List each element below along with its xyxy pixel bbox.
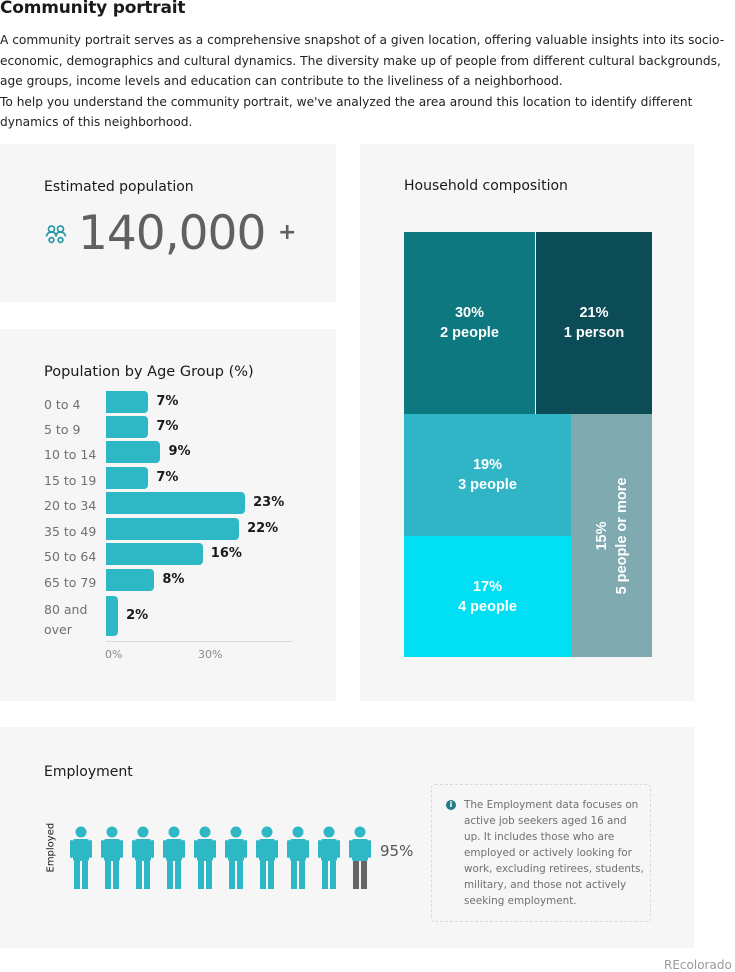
age-bar — [106, 518, 239, 540]
intro-text — [0, 30, 725, 133]
age-row-label: 35 to 49 — [44, 524, 97, 539]
household-cell-rotated-text — [592, 414, 632, 657]
household-cell-pct: 15% — [593, 520, 610, 551]
household-cell-label: 5 people or more — [613, 477, 630, 594]
age-bar-value: 23% — [253, 495, 285, 510]
age-bar — [106, 596, 118, 636]
population-value: 140,000 — [78, 206, 266, 261]
age-bar-value: 8% — [162, 572, 185, 587]
age-row-label: 10 to 14 — [44, 447, 97, 462]
age-row-label: 20 to 34 — [44, 498, 97, 513]
age-bar — [106, 492, 245, 514]
person-icon — [70, 826, 92, 890]
person-icon — [225, 826, 247, 890]
age-row — [44, 441, 304, 465]
age-bar — [106, 569, 154, 591]
person-icon — [349, 826, 371, 890]
age-row — [44, 492, 304, 516]
people-icon — [45, 224, 67, 246]
household-cell-4-people — [404, 536, 571, 657]
household-cell-label: 4 people — [458, 598, 517, 615]
household-cell-pct: 19% — [472, 457, 503, 473]
age-bar — [106, 543, 203, 565]
age-row — [44, 518, 304, 542]
age-row-label: 5 to 9 — [44, 422, 81, 437]
age-bar-value: 22% — [247, 521, 279, 536]
age-bar — [106, 441, 160, 463]
household-cell-pct: 21% — [579, 305, 609, 321]
age-bar-value: 7% — [156, 470, 179, 485]
household-cell-label: 2 people — [440, 325, 499, 341]
age-bar-value: 7% — [156, 419, 179, 434]
age-bar — [106, 391, 148, 413]
age-row-label: 50 to 64 — [44, 549, 97, 564]
age-row — [44, 391, 304, 415]
age-bar-value: 9% — [168, 444, 191, 459]
age-row — [44, 596, 304, 638]
household-cell-pct: 17% — [472, 578, 503, 595]
page-title: Community portrait — [0, 0, 186, 18]
household-cell-pct: 30% — [454, 305, 485, 321]
household-cell-label: 1 person — [563, 325, 625, 341]
intro-paragraph-1: A community portrait serves as a comprehensive snapshot of a given location, offering valuable insights into its socio-economic, demographics and cultural dynamics. The diversity make up of people from different cultural backgrounds, age groups, income levels and education can contribute to the liveliness of a neighborhood. — [0, 33, 725, 88]
watermark: REcolorado — [664, 958, 732, 972]
age-row-label: 80 and over — [44, 602, 88, 637]
household-cell-1-person — [536, 232, 652, 414]
person-icon — [132, 826, 154, 890]
person-icon — [101, 826, 123, 890]
info-icon: i — [446, 800, 456, 810]
age-axis-tick-0: 0% — [105, 648, 123, 661]
intro-paragraph-2: To help you understand the community portrait, we've analyzed the area around this location to identify different dynamics of this neighborhood. — [0, 94, 693, 129]
age-bar — [106, 416, 148, 438]
employment-note-text: The Employment data focuses on active job seekers aged 16 and up. It includes those who are employed or actively looking for work, excluding retirees, students, military, and those not actively seeking employment. — [464, 799, 644, 907]
person-icon — [318, 826, 340, 890]
population-suffix: + — [278, 220, 297, 245]
age-row — [44, 569, 304, 593]
population-title: Estimated population — [44, 179, 194, 195]
age-bar-value: 16% — [210, 546, 242, 561]
person-icon — [163, 826, 185, 890]
household-cell-label: 3 people — [458, 477, 517, 493]
employment-percent: 95% — [380, 842, 414, 860]
age-axis-tick-30: 30% — [198, 648, 223, 661]
employment-note — [431, 784, 651, 922]
age-bar — [106, 467, 148, 489]
household-cell-5-people-or-more — [571, 414, 652, 657]
age-row-label: 65 to 79 — [44, 575, 97, 590]
age-row — [44, 416, 304, 440]
person-icon — [256, 826, 278, 890]
household-title: Household composition — [404, 178, 568, 194]
employment-title: Employment — [44, 764, 133, 780]
age-bar-value: 7% — [156, 394, 179, 409]
age-row-label: 15 to 19 — [44, 473, 97, 488]
age-axis-line — [106, 641, 292, 642]
age-row — [44, 467, 304, 491]
person-icon — [194, 826, 216, 890]
person-icon — [287, 826, 309, 890]
household-cell-2-people — [404, 232, 535, 414]
household-cell-3-people — [404, 414, 571, 536]
age-bar-value: 2% — [126, 608, 149, 623]
age-row-label: 0 to 4 — [44, 397, 81, 412]
employment-axis-label: Employed — [45, 822, 57, 873]
age-row — [44, 543, 304, 567]
age-group-title: Population by Age Group (%) — [44, 364, 254, 380]
